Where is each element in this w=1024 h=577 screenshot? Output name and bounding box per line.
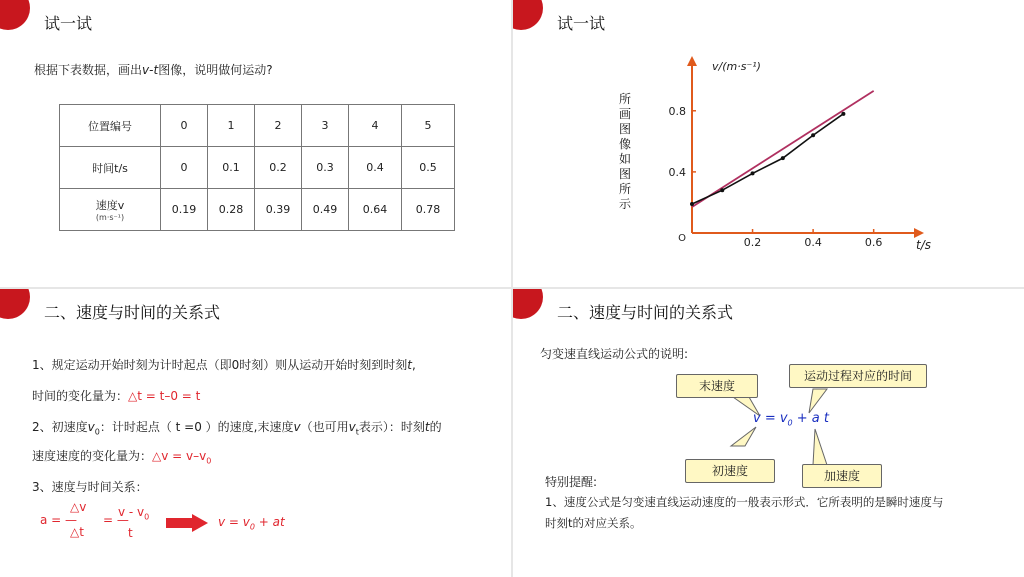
- data-point: [720, 188, 724, 192]
- slide-title: 二、速度与时间的关系式: [557, 303, 734, 322]
- velocity-change-numerator: v - $v_0$: [118, 505, 150, 522]
- y-axis-label: v/(m·s⁻¹): [712, 60, 761, 73]
- table-cell: 0: [161, 105, 208, 147]
- table-cell: 0.4: [349, 147, 402, 189]
- bubble-initial-velocity: 初速度: [685, 459, 775, 483]
- table-cell: 3: [302, 105, 349, 147]
- text-line-3: 2、初速度$v_0$：计时起点（ t =0 ）的速度,末速度v（也可用$v_t$表示）：时刻t的: [32, 420, 442, 437]
- accel-equals: = —: [103, 513, 129, 527]
- text-line-2: 时间的变化量为：△t = t–0 = t: [32, 389, 201, 403]
- origin-label: O: [678, 233, 686, 244]
- data-point: [841, 112, 845, 116]
- result-formula: $v = v_0$ + at: [218, 515, 285, 532]
- accel-numerator: △v: [70, 500, 87, 514]
- table-cell: 0.1: [208, 147, 255, 189]
- x-tick-label: 0.4: [804, 236, 822, 249]
- velocity-formula: $v = v_0 + a$ t: [753, 411, 829, 428]
- bubble-pointers: [513, 289, 1024, 577]
- time-denominator: t: [128, 526, 133, 540]
- table-cell: 0.28: [208, 189, 255, 231]
- slide-corner-decoration: [0, 0, 30, 30]
- text-line-4: 速度速度的变化量为：△v = $v-v_0$: [32, 449, 212, 466]
- table-cell: 2: [255, 105, 302, 147]
- note-line-1: 1、速度公式是匀变速直线运动速度的一般表示形式．它所表明的是瞬时速度与: [545, 495, 944, 509]
- fit-line: [692, 91, 874, 207]
- bubble-elapsed-time: 运动过程对应的时间: [789, 364, 927, 388]
- table-cell: 0.3: [302, 147, 349, 189]
- table-header-cell: 速度v (m·s⁻¹): [60, 189, 161, 231]
- table-cell: 0.49: [302, 189, 349, 231]
- table-header-cell: 时间t/s: [60, 147, 161, 189]
- data-point: [751, 171, 755, 175]
- slide-corner-decoration: [0, 289, 30, 319]
- table-cell: 0.39: [255, 189, 302, 231]
- slide-title: 二、速度与时间的关系式: [44, 303, 221, 322]
- table-row: [60, 189, 455, 231]
- graph-side-label: 所画图像如图所示: [618, 92, 631, 211]
- table-cell: 0.78: [402, 189, 455, 231]
- data-point: [781, 156, 785, 160]
- y-tick-label: 0.4: [668, 165, 686, 179]
- text-line-1: 1、规定运动开始时刻为计时起点（即0时刻）则从运动开始时刻到时刻t,: [32, 358, 416, 372]
- arrow-head-icon: [192, 514, 208, 532]
- table-cell: 1: [208, 105, 255, 147]
- slide-title: 试一试: [557, 14, 606, 33]
- slide-try-table: [0, 0, 511, 287]
- subtitle: 匀变速直线运动公式的说明:: [540, 347, 689, 361]
- right-arrow-icon: [166, 518, 192, 528]
- table-cell: 0.2: [255, 147, 302, 189]
- data-table: [59, 104, 455, 231]
- table-cell: 0: [161, 147, 208, 189]
- table-row: [60, 105, 455, 147]
- y-tick-label: 0.8: [668, 104, 686, 118]
- table-cell: 0.5: [402, 147, 455, 189]
- x-axis-label: t/s: [916, 238, 931, 252]
- accel-lhs: a = —: [40, 513, 78, 527]
- table-cell: 5: [402, 105, 455, 147]
- slide-title: 试一试: [44, 14, 93, 33]
- x-tick-label: 0.6: [864, 236, 883, 249]
- note-title: 特别提醒:: [545, 475, 598, 489]
- note-line-2: 时刻t的对应关系。: [545, 516, 642, 530]
- instruction-text: 根据下表数据，画出v-t图像，说明做何运动?: [34, 63, 273, 77]
- text-line-5: 3、速度与时间关系：: [32, 480, 148, 494]
- bubble-final-velocity: 末速度: [676, 374, 758, 398]
- table-cell: 0.19: [161, 189, 208, 231]
- vt-chart: [660, 55, 950, 255]
- y-axis-arrow-icon: [687, 56, 697, 66]
- x-axis-arrow-icon: [914, 228, 924, 238]
- table-row: [60, 147, 455, 189]
- table-header-cell: 位置编号: [60, 105, 161, 147]
- table-cell: 4: [349, 105, 402, 147]
- x-tick-label: 0.2: [743, 236, 762, 249]
- bubble-acceleration: 加速度: [802, 464, 882, 488]
- table-cell: 0.64: [349, 189, 402, 231]
- data-point: [811, 133, 815, 137]
- data-point: [690, 202, 694, 206]
- slide-corner-decoration: [513, 0, 543, 30]
- accel-denominator: △t: [70, 525, 84, 539]
